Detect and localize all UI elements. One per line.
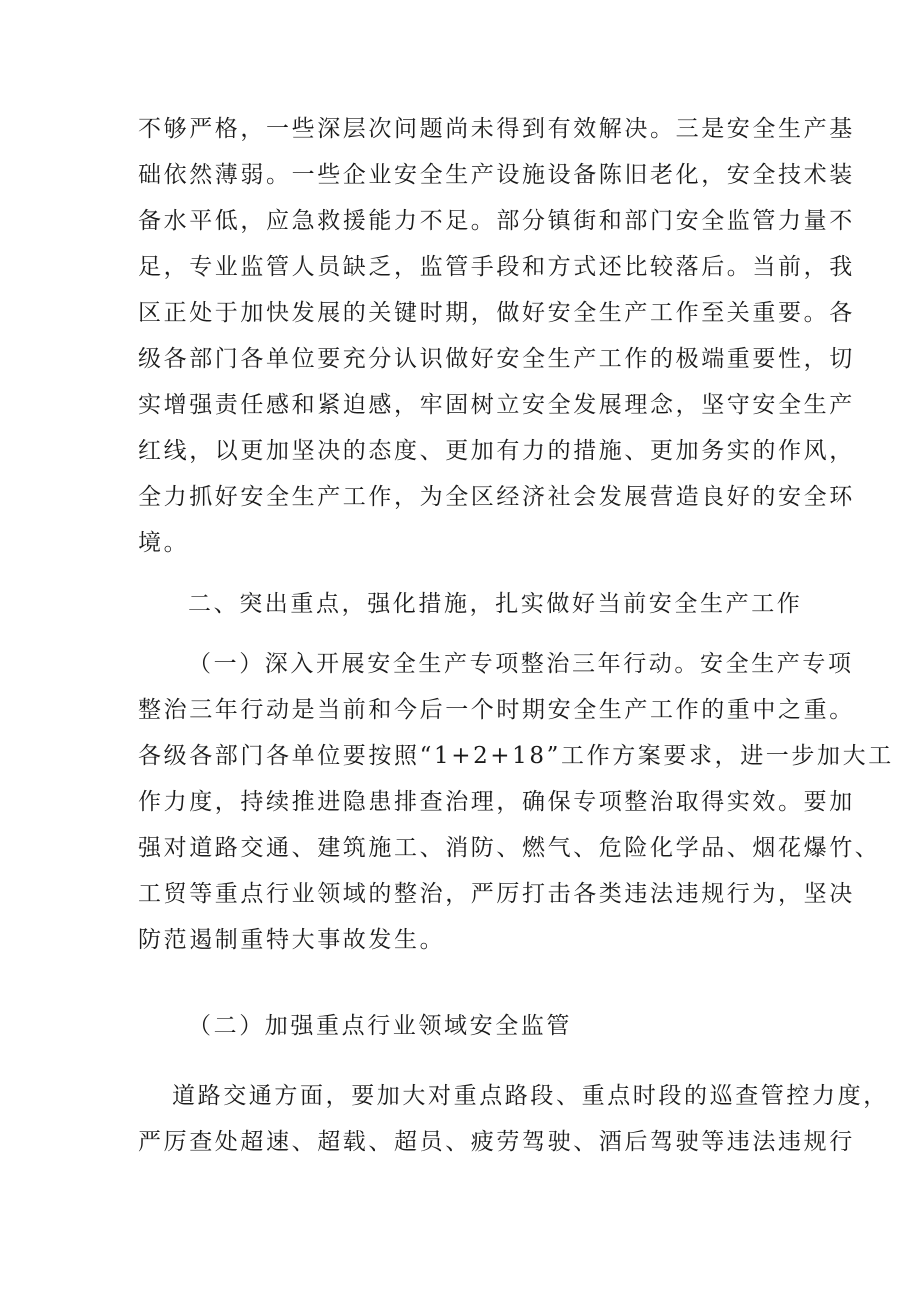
paragraph-line: 各级各部门各单位要按照“1+2+18”工作方案要求，进一步加大工 bbox=[138, 743, 894, 769]
paragraph-line: 红线，以更加坚决的态度、更加有力的措施、更加务实的作风， bbox=[138, 438, 855, 464]
paragraph-line: 工贸等重点行业领域的整治，严厉打击各类违法违规行为，坚决 bbox=[138, 881, 855, 907]
paragraph-line: 足，专业监管人员缺乏，监管手段和方式还比较落后。当前，我 bbox=[138, 254, 855, 280]
paragraph-line: 防范遏制重特大事故发生。 bbox=[138, 927, 446, 953]
section-heading: 二、突出重点，强化措施，扎实做好当前安全生产工作 bbox=[188, 591, 803, 617]
paragraph-line: 境。 bbox=[138, 530, 190, 556]
paragraph-line: 级各部门各单位要充分认识做好安全生产工作的极端重要性，切 bbox=[138, 346, 855, 372]
subsection-heading: （二）加强重点行业领域安全监管 bbox=[188, 1013, 572, 1039]
paragraph-line: 不够严格，一些深层次问题尚未得到有效解决。三是安全生产基 bbox=[138, 116, 855, 142]
paragraph-line: （一）深入开展安全生产专项整治三年行动。安全生产专项 bbox=[188, 651, 854, 677]
paragraph-line: 实增强责任感和紧迫感，牢固树立安全发展理念，坚守安全生产 bbox=[138, 392, 855, 418]
paragraph-line: 备水平低，应急救援能力不足。部分镇街和部门安全监管力量不 bbox=[138, 208, 855, 234]
paragraph-line: 作力度，持续推进隐患排查治理，确保专项整治取得实效。要加 bbox=[138, 789, 855, 815]
paragraph-line: 强对道路交通、建筑施工、消防、燃气、危险化学品、烟花爆竹、 bbox=[138, 835, 881, 861]
paragraph-line: 严厉查处超速、超载、超员、疲劳驾驶、酒后驾驶等违法违规行 bbox=[138, 1129, 855, 1155]
paragraph-line: 道路交通方面，要加大对重点路段、重点时段的巡查管控力度， bbox=[172, 1083, 889, 1109]
paragraph-line: 全力抓好安全生产工作，为全区经济社会发展营造良好的安全环 bbox=[138, 484, 855, 510]
paragraph-line: 整治三年行动是当前和今后一个时期安全生产工作的重中之重。 bbox=[138, 697, 855, 723]
paragraph-line: 础依然薄弱。一些企业安全生产设施设备陈旧老化，安全技术装 bbox=[138, 162, 855, 188]
paragraph-line: 区正处于加快发展的关键时期，做好安全生产工作至关重要。各 bbox=[138, 300, 855, 326]
